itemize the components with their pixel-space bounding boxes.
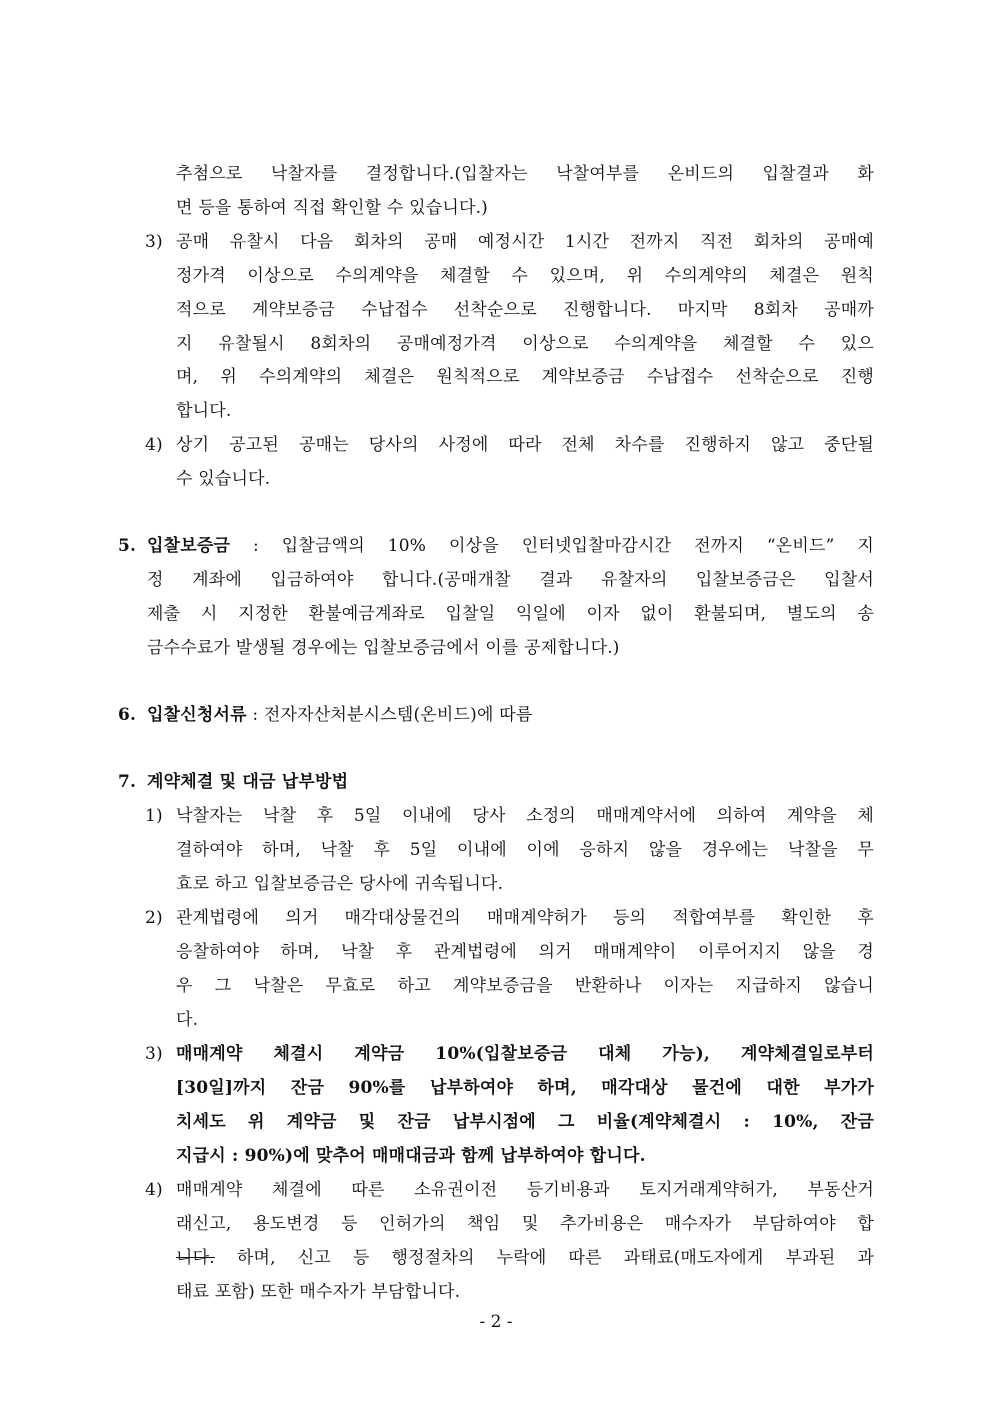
separator: : (230, 536, 282, 556)
paragraph-line: 며, 위 수의계약의 체결은 원칙적으로 계약보증금 수납접수 선착순으로 진행 (176, 367, 874, 387)
section-heading: 계약체결 및 대금 납부방법 (147, 772, 349, 792)
paragraph-line: 추첨으로 낙찰자를 결정합니다.(입찰자는 낙찰여부를 온비드의 입찰결과 화 (176, 164, 874, 184)
paragraph-line: 금수수료가 발생될 경우에는 입찰보증금에서 이를 공제합니다.) (147, 638, 620, 658)
item-number: 3) (145, 232, 163, 252)
section-line (147, 704, 874, 726)
paragraph-line: 관계법령에 의거 매각대상물건의 매매계약허가 등의 적합여부를 확인한 후 (176, 908, 874, 928)
paragraph-line: 지급시 : 90%)에 맞추어 매매대금과 함께 납부하여야 합니다. (176, 1146, 646, 1166)
section-number: 7. (118, 772, 137, 792)
item-number: 4) (145, 435, 163, 455)
item-number: 3) (145, 1044, 163, 1064)
page-number: - 2 - (479, 1312, 513, 1332)
paragraph-line: 효로 하고 입찰보증금은 당사에 귀속됩니다. (176, 874, 504, 894)
paragraph-line: 낙찰자는 낙찰 후 5일 이내에 당사 소정의 매매계약서에 의하여 계약을 체 (176, 806, 874, 826)
paragraph-line: 정가격 이상으로 수의계약을 체결할 수 있으며, 위 수의계약의 체결은 원칙 (176, 266, 874, 286)
paragraph-text: 하며, 신고 등 행정절차의 누락에 따른 과태료(매도자에게 부과된 과 (236, 1248, 875, 1268)
section-heading: 입찰신청서류 (147, 705, 247, 725)
paragraph-line: 매매계약 체결에 따른 소유권이전 등기비용과 토지거래계약허가, 부동산거 (176, 1180, 874, 1200)
paragraph-line: 제출 시 지정한 환불예금계좌로 입찰일 익일에 이자 없이 환불되며, 별도의 송 (147, 604, 874, 624)
paragraph-line (176, 1247, 874, 1269)
paragraph-line: 치세도 위 계약금 및 잔금 납부시점에 그 비율(계약체결시 : 10%, 잔금 (176, 1112, 874, 1132)
paragraph-line: 래신고, 용도변경 등 인허가의 책임 및 추가비용은 매수자가 부담하여야 합 (176, 1214, 874, 1234)
paragraph-line: 상기 공고된 공매는 당사의 사정에 따라 전체 차수를 진행하지 않고 중단될 (176, 435, 874, 455)
paragraph-line: 공매 유찰시 다음 회차의 공매 예정시간 1시간 전까지 직전 회차의 공매예 (176, 232, 874, 252)
paragraph-line: 적으로 계약보증금 수납접수 선착순으로 진행합니다. 마지막 8회차 공매까 (176, 300, 874, 320)
paragraph-line: 다. (176, 1010, 199, 1030)
paragraph-line: 결하여야 하며, 낙찰 후 5일 이내에 이에 응하지 않을 경우에는 낙찰을 무 (176, 840, 874, 860)
section-first-line (147, 535, 874, 557)
section-text: 전자자산처분시스템(온비드)에 따름 (263, 705, 533, 725)
paragraph-line: 면 등을 통하여 직접 확인할 수 있습니다.) (176, 198, 489, 218)
item-number: 1) (145, 806, 163, 826)
paragraph-line: [30일]까지 잔금 90%를 납부하여야 하며, 매각대상 물건에 대한 부가가 (176, 1078, 874, 1098)
item-number: 4) (145, 1180, 163, 1200)
separator: : (246, 705, 264, 725)
paragraph-line: 우 그 낙찰은 무효로 하고 계약보증금을 반환하나 이자는 지급하지 않습니 (176, 976, 874, 996)
section-number: 5. (118, 536, 137, 556)
item-number: 2) (145, 908, 163, 928)
section-text: 입찰금액의 10% 이상을 인터넷입찰마감시간 전까지 “온비드” 지 (281, 536, 874, 556)
paragraph-line: 정 계좌에 입금하여야 합니다.(공매개찰 결과 유찰자의 입찰보증금은 입찰서 (147, 570, 874, 590)
paragraph-line: 태료 포함) 또한 매수자가 부담합니다. (176, 1282, 461, 1302)
section-number: 6. (118, 705, 137, 725)
section-heading: 입찰보증금 (147, 536, 231, 556)
paragraph-line: 응찰하여야 하며, 낙찰 후 관계법령에 의거 매매계약이 이루어지지 않을 경 (176, 942, 874, 962)
paragraph-line: 합니다. (176, 401, 232, 421)
paragraph-line: 지 유찰될시 8회차의 공매예정가격 이상으로 수의계약을 체결할 수 있으 (176, 334, 874, 354)
struck-text: 니다. (176, 1248, 215, 1268)
paragraph-line: 매매계약 체결시 계약금 10%(입찰보증금 대체 가능), 계약체결일로부터 (176, 1044, 874, 1064)
paragraph-line: 수 있습니다. (176, 469, 271, 489)
